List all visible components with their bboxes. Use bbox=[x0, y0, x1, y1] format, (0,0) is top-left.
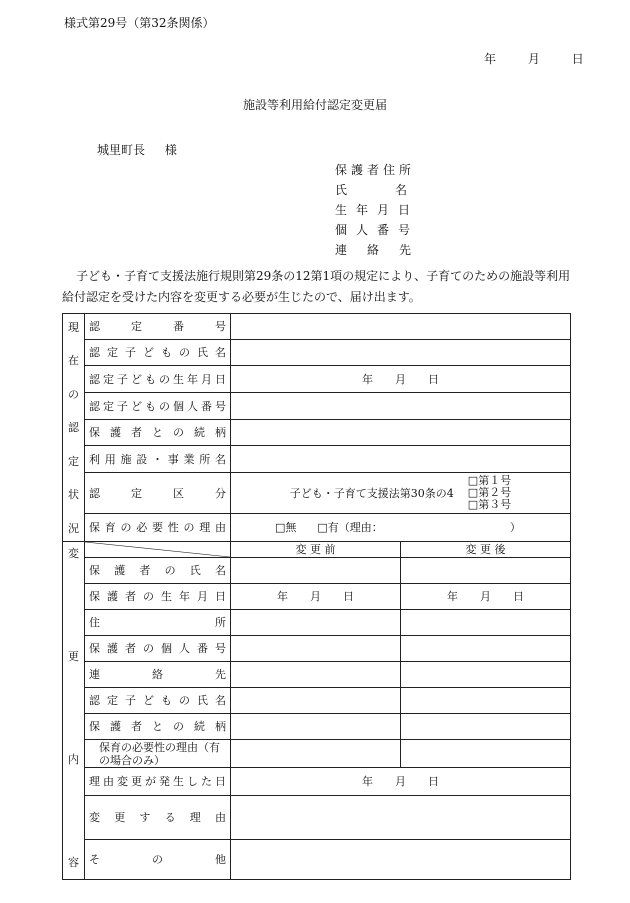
child-birthdate-field[interactable]: 年 月 日 bbox=[231, 366, 571, 393]
child-id-number-field[interactable] bbox=[231, 393, 571, 420]
date-month: 月 bbox=[527, 52, 540, 66]
side-char: 更 bbox=[68, 649, 79, 663]
facility-name-field[interactable] bbox=[231, 446, 571, 473]
contact-before-field[interactable] bbox=[231, 662, 401, 688]
row-label: 認定子どもの生年月日 bbox=[85, 366, 231, 393]
certification-number-field[interactable] bbox=[231, 314, 571, 340]
relationship-before-field[interactable] bbox=[231, 714, 401, 740]
header-diagonal-cell bbox=[85, 542, 231, 558]
side-char: 状 bbox=[68, 488, 79, 501]
form-number: 様式第29号（第32条関係） bbox=[64, 16, 215, 30]
change-date-field[interactable]: 年 月 日 bbox=[231, 768, 571, 796]
row-label: 保護者との続柄 bbox=[85, 420, 231, 446]
row-label: 保育の必要性の理由 bbox=[85, 514, 231, 542]
submission-date bbox=[484, 50, 584, 67]
other-field[interactable] bbox=[231, 840, 571, 880]
column-header-before: 変 更 前 bbox=[231, 542, 401, 558]
category-law-text: 子ども・子育て支援法第30条の4 bbox=[289, 486, 454, 500]
category-option-3-checkbox[interactable]: □第３号 bbox=[467, 498, 512, 511]
document-title: 施設等利用給付認定変更届 bbox=[242, 98, 387, 112]
row-label: 利用施設・事業所名 bbox=[85, 446, 231, 473]
side-char: 内 bbox=[68, 752, 79, 766]
category-option-2-checkbox[interactable]: □第２号 bbox=[467, 486, 512, 499]
row-label: 認定子どもの個人番号 bbox=[85, 393, 231, 420]
row-label: 住所 bbox=[85, 610, 231, 636]
row-label: 理由変更が発生した日 bbox=[85, 768, 231, 796]
current-status-section-label bbox=[63, 314, 85, 542]
intro-text: 子ども・子育て支援法施行規則第29条の12第1項の規定により、子育てのための施設等利用給付認定を受けた内容を変更する必要が生じたので、届け出ます。 bbox=[62, 269, 571, 304]
row-label: 認定子どもの氏名 bbox=[85, 340, 231, 366]
guardian-birthdate-before-field[interactable]: 年 月 日 bbox=[231, 584, 401, 610]
side-char: 認 bbox=[68, 421, 79, 434]
side-char: 在 bbox=[68, 354, 79, 367]
category-option-1-checkbox[interactable]: □第１号 bbox=[467, 474, 512, 487]
applicant-contact-label: 連絡先 bbox=[335, 243, 432, 257]
relationship-field[interactable] bbox=[231, 420, 571, 446]
child-name-after-field[interactable] bbox=[401, 688, 571, 714]
contact-after-field[interactable] bbox=[401, 662, 571, 688]
column-header-after: 変 更 後 bbox=[401, 542, 571, 558]
row-label: その他 bbox=[85, 840, 231, 880]
necessity-yes-checkbox[interactable]: □有（理由： bbox=[317, 521, 383, 534]
guardian-birthdate-after-field[interactable]: 年 月 日 bbox=[401, 584, 571, 610]
row-label: 保育の必要性の理由（有の場合のみ） bbox=[85, 740, 231, 768]
row-label: 連絡先 bbox=[85, 662, 231, 688]
necessity-none-checkbox[interactable]: □無 bbox=[275, 521, 297, 534]
date-day: 日 bbox=[571, 52, 584, 66]
side-char: 定 bbox=[68, 454, 79, 468]
row-label: 保護者の生年月日 bbox=[85, 584, 231, 610]
necessity-reason-before-field[interactable] bbox=[231, 740, 401, 768]
side-char: 現 bbox=[68, 320, 79, 334]
intro-statement bbox=[62, 266, 572, 308]
applicant-birthdate-label: 生年月日 bbox=[335, 203, 420, 217]
row-label: 保護者との続柄 bbox=[85, 714, 231, 740]
guardian-name-before-field[interactable] bbox=[231, 558, 401, 584]
applicant-id-number-label: 個人番号 bbox=[335, 223, 420, 237]
address-before-field[interactable] bbox=[231, 610, 401, 636]
necessity-field bbox=[231, 514, 571, 542]
child-name-field[interactable] bbox=[231, 340, 571, 366]
applicant-name-label: 氏 名 bbox=[335, 183, 411, 197]
row-label: 認定子どもの氏名 bbox=[85, 688, 231, 714]
row-label: 認定区分 bbox=[85, 473, 231, 514]
side-char: 容 bbox=[68, 855, 79, 869]
guardian-id-after-field[interactable] bbox=[401, 636, 571, 662]
row-label: 認定番号 bbox=[85, 314, 231, 340]
relationship-after-field[interactable] bbox=[401, 714, 571, 740]
child-name-before-field[interactable] bbox=[231, 688, 401, 714]
guardian-name-after-field[interactable] bbox=[401, 558, 571, 584]
necessity-reason-after-field[interactable] bbox=[401, 740, 571, 768]
row-label: 保護者の個人番号 bbox=[85, 636, 231, 662]
change-reason-field[interactable] bbox=[231, 796, 571, 840]
side-char: 変 bbox=[68, 546, 79, 560]
side-char: 況 bbox=[68, 521, 79, 535]
addressee bbox=[97, 141, 177, 158]
address-after-field[interactable] bbox=[401, 610, 571, 636]
row-label: 変更する理由 bbox=[85, 796, 231, 840]
necessity-close-paren: ） bbox=[509, 521, 521, 534]
addressee-name: 城里町長 bbox=[97, 143, 146, 157]
side-char: の bbox=[68, 387, 79, 401]
changes-section-label bbox=[63, 542, 85, 880]
addressee-honorific: 様 bbox=[164, 143, 177, 157]
applicant-address-label: 保護者住所 bbox=[335, 163, 416, 177]
change-form-table bbox=[62, 313, 571, 880]
certification-category-field bbox=[231, 473, 571, 514]
applicant-fields bbox=[335, 160, 431, 260]
row-label: 保護者の氏名 bbox=[85, 558, 231, 584]
guardian-id-before-field[interactable] bbox=[231, 636, 401, 662]
date-year: 年 bbox=[484, 52, 497, 66]
